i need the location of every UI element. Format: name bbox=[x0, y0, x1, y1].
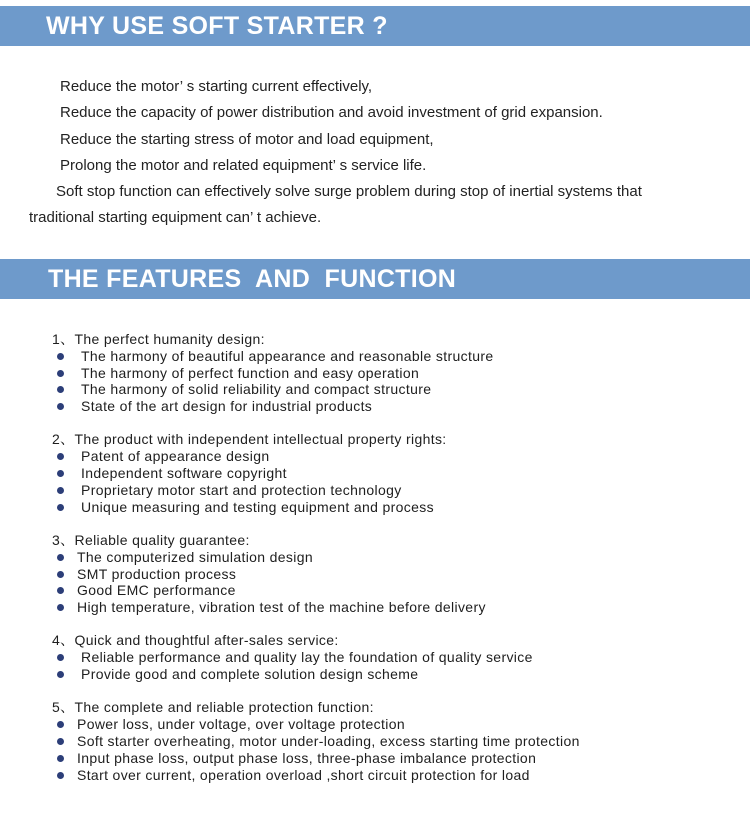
feature-item-text: Provide good and complete solution design scheme bbox=[81, 666, 419, 683]
bullet-icon bbox=[57, 587, 64, 594]
feature-item bbox=[0, 716, 750, 733]
why-line: Reduce the starting stress of motor and load equipment, bbox=[60, 130, 434, 148]
feature-item bbox=[0, 365, 750, 382]
why-line: Soft stop function can effectively solve surge problem during stop of inertial systems that bbox=[56, 183, 642, 201]
feature-item bbox=[0, 465, 750, 482]
feature-group-title: 2、The product with independent intellectual property rights: bbox=[52, 431, 447, 448]
feature-item bbox=[0, 649, 750, 666]
feature-item-text: Proprietary motor start and protection technology bbox=[81, 481, 402, 498]
feature-item-text: Power loss, under voltage, over voltage protection bbox=[77, 716, 406, 733]
bullet-icon bbox=[57, 487, 64, 494]
bullet-icon bbox=[57, 738, 64, 745]
feature-group-protection bbox=[0, 699, 750, 783]
feature-item bbox=[0, 549, 750, 566]
feature-item bbox=[0, 767, 750, 784]
feature-item-text: The harmony of perfect function and easy operation bbox=[81, 364, 420, 381]
feature-item bbox=[0, 381, 750, 398]
feature-item-text: Good EMC performance bbox=[77, 582, 236, 599]
bullet-icon bbox=[57, 453, 64, 460]
why-section-body bbox=[0, 74, 750, 232]
feature-item-text: The harmony of solid reliability and compact structure bbox=[81, 381, 432, 398]
feature-group-title: 4、Quick and thoughtful after-sales service: bbox=[52, 632, 339, 649]
why-line: Reduce the motor’ s starting current effectively, bbox=[60, 78, 373, 95]
bullet-icon bbox=[57, 671, 64, 678]
feature-item-text: High temperature, vibration test of the machine before delivery bbox=[77, 599, 486, 616]
feature-group-title: 3、Reliable quality guarantee: bbox=[52, 531, 250, 548]
feature-item bbox=[0, 599, 750, 616]
feature-item-text: Unique measuring and testing equipment and process bbox=[81, 498, 434, 515]
feature-item-text: The computerized simulation design bbox=[77, 548, 314, 565]
feature-item bbox=[0, 398, 750, 415]
feature-item bbox=[0, 566, 750, 583]
feature-item-text: Input phase loss, output phase loss, three-phase imbalance protection bbox=[77, 749, 537, 766]
feature-item-text: Independent software copyright bbox=[81, 465, 287, 482]
feature-group-title: 5、The complete and reliable protection function: bbox=[52, 699, 374, 716]
bullet-icon bbox=[57, 370, 64, 377]
feature-item bbox=[0, 499, 750, 516]
features-section-title: THE FEATURES AND FUNCTION bbox=[0, 259, 750, 299]
feature-item-text: Start over current, operation overload ,short circuit protection for load bbox=[77, 766, 530, 783]
bullet-icon bbox=[57, 654, 64, 661]
feature-group-humanity-design bbox=[0, 331, 750, 415]
feature-group-after-sales bbox=[0, 632, 750, 682]
feature-item bbox=[0, 750, 750, 767]
feature-item-text: State of the art design for industrial products bbox=[81, 398, 373, 415]
feature-item bbox=[0, 348, 750, 365]
bullet-icon bbox=[57, 604, 64, 611]
feature-group-title: 1、The perfect humanity design: bbox=[52, 331, 265, 347]
feature-item bbox=[0, 482, 750, 499]
bullet-icon bbox=[57, 721, 64, 728]
feature-group-quality-guarantee bbox=[0, 532, 750, 616]
why-section-title: WHY USE SOFT STARTER ? bbox=[0, 6, 750, 46]
features-list bbox=[0, 331, 750, 800]
feature-group-ip-rights bbox=[0, 431, 750, 515]
bullet-icon bbox=[57, 571, 64, 578]
bullet-icon bbox=[57, 353, 64, 360]
why-line: Reduce the capacity of power distribution and avoid investment of grid expansion. bbox=[60, 104, 603, 122]
feature-item-text: Patent of appearance design bbox=[81, 448, 270, 465]
feature-item bbox=[0, 733, 750, 750]
feature-item-text: The harmony of beautiful appearance and reasonable structure bbox=[81, 347, 494, 364]
bullet-icon bbox=[57, 504, 64, 511]
why-line: Prolong the motor and related equipment’ s service life. bbox=[60, 156, 427, 174]
bullet-icon bbox=[57, 772, 64, 779]
feature-item-text: Soft starter overheating, motor under-loading, excess starting time protection bbox=[77, 732, 580, 749]
bullet-icon bbox=[57, 755, 64, 762]
bullet-icon bbox=[57, 554, 64, 561]
why-line: traditional starting equipment can’ t achieve. bbox=[29, 209, 322, 227]
bullet-icon bbox=[57, 470, 64, 477]
feature-item bbox=[0, 666, 750, 683]
bullet-icon bbox=[57, 403, 64, 410]
feature-item-text: Reliable performance and quality lay the foundation of quality service bbox=[81, 649, 533, 666]
feature-item bbox=[0, 448, 750, 465]
bullet-icon bbox=[57, 386, 64, 393]
feature-item-text: SMT production process bbox=[77, 565, 237, 582]
feature-item bbox=[0, 582, 750, 599]
